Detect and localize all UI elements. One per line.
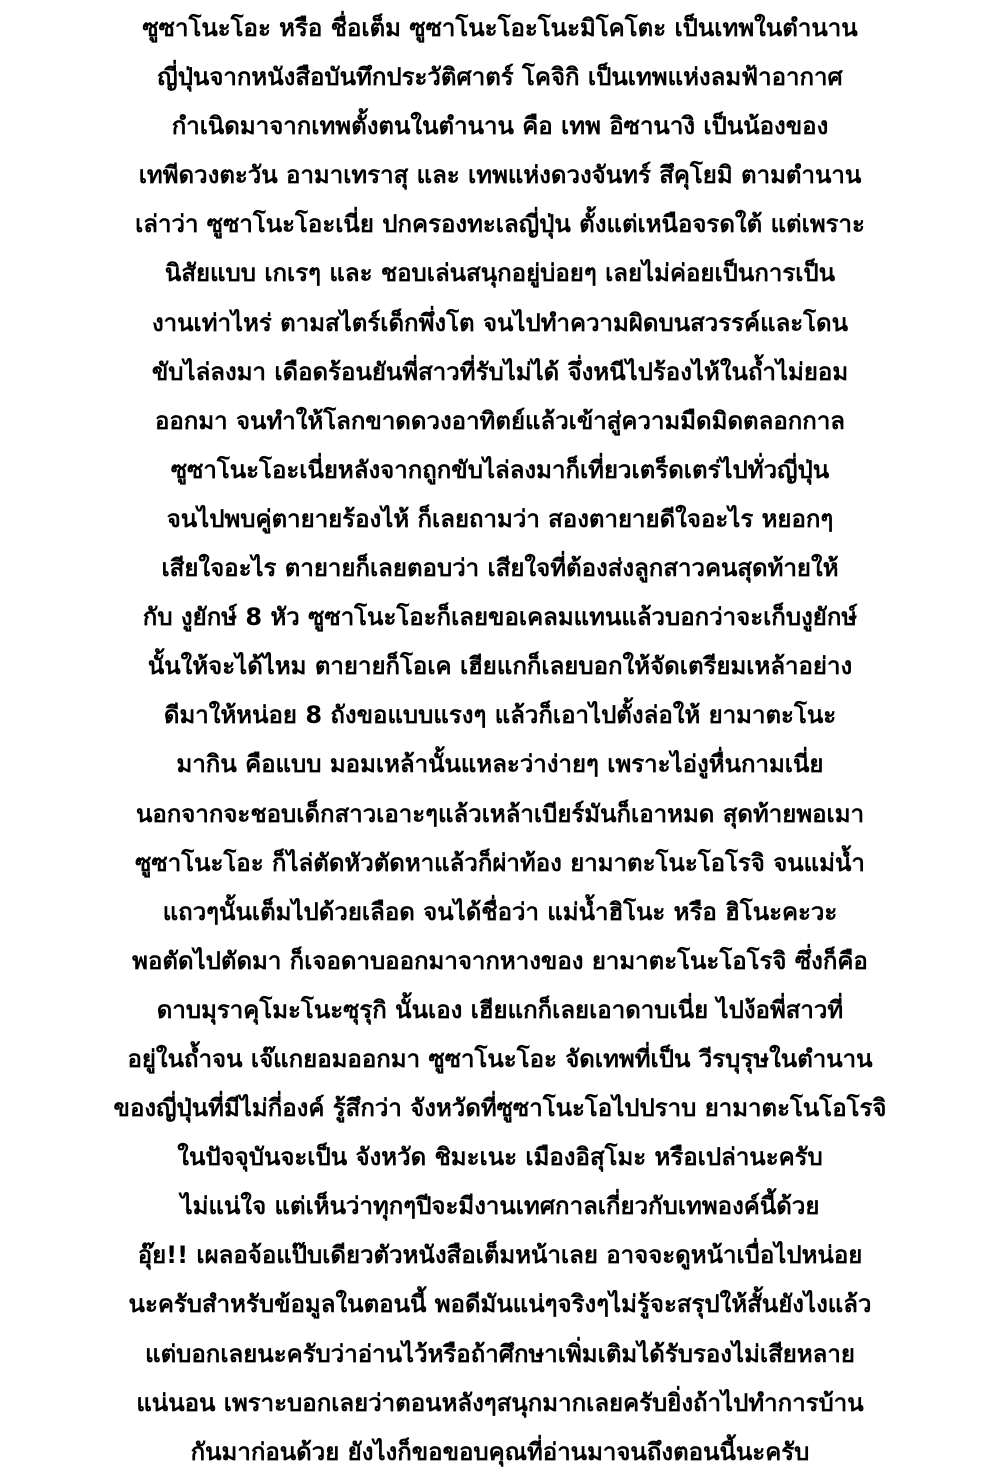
text-line: ซูซาโนะโอะ ก็ไล่ตัดหัวตัดหาแล้วก็ผ่าท้อง ยามาตะโนะโอโรจิ จนแม่น้ำ: [135, 848, 865, 877]
text-line: ของญี่ปุ่นที่มีไม่กี่องค์ รู้สึกว่า จังหวัดที่ซูซาโนะโอไปปราบ ยามาตะโนโอโรจิ: [113, 1094, 887, 1123]
text-line: กับ งูยักษ์ 8 หัว ซูซาโนะโอะก็เลยขอเคลมแทนแล้วบอกว่าจะเก็บงูยักษ์: [142, 603, 858, 632]
text-line: กำเนิดมาจากเทพตั้งตนในตำนาน คือ เทพ อิซานางิ เป็นน้องของ: [171, 112, 829, 141]
text-line: อยู่ในถ้ำจน เจ๊แกยอมออกมา ซูซาโนะโอะ จัดเทพที่เป็น วีรบุรุษในตำนาน: [127, 1044, 873, 1073]
text-line: พอตัดไปตัดมา ก็เจอดาบออกมาจากหางของ ยามาตะโนะโอโรจิ ซึ่งก็คือ: [132, 946, 868, 975]
text-line: ญี่ปุ่นจากหนังสือบันทึกประวัติศาตร์ โคจิกิ เป็นเทพแห่งลมฟ้าอากาศ: [157, 63, 843, 92]
text-line: ไม่แน่ใจ แต่เห็นว่าทุกๆปีจะมีงานเทศกาลเกี่ยวกับเทพองค์นี้ด้วย: [180, 1192, 820, 1221]
text-line: แถวๆนั้นเต็มไปด้วยเลือด จนได้ชื่อว่า แม่น้ำฮิโนะ หรือ ฮิโนะคะวะ: [162, 897, 838, 926]
text-line: จนไปพบคู่ตายายร้องไห้ ก็เลยถามว่า สองตายายดีใจอะไร หยอกๆ: [166, 504, 834, 533]
text-line: นะครับสำหรับข้อมูลในตอนนี้ พอดีมันแน่ๆจริงๆไม่รู้จะสรุปให้สั้นยังไงแล้ว: [128, 1290, 872, 1319]
text-line: ขับไล่ลงมา เดือดร้อนยันพี่สาวที่รับไม่ได้ จึ่งหนีไปร้องไห้ในถ้ำไม่ยอม: [151, 357, 849, 386]
text-line: นั้นให้จะได้ไหม ตายายก็โอเค เฮียแกก็เลยบอกให้จัดเตรียมเหล้าอย่าง: [147, 652, 853, 681]
text-line: งานเท่าไหร่ ตามสไตร์เด็กพึ่งโต จนไปทำความผิดบนสวรรค์และโดน: [151, 308, 849, 337]
text-line: กันมาก่อนด้วย ยังไงก็ขอขอบคุณที่อ่านมาจนถึงตอนนี้นะครับ: [190, 1437, 810, 1466]
text-line: ดีมาให้หน่อย 8 ถังขอแบบแรงๆ แล้วก็เอาไปตั้งล่อให้ ยามาตะโนะ: [163, 701, 837, 730]
text-line: แน่นอน เพราะบอกเลยว่าตอนหลังๆสนุกมากเลยครับยิ่งถ้าไปทำการบ้าน: [136, 1388, 864, 1417]
text-line: เล่าว่า ซูซาโนะโอะเนี่ย ปกครองทะเลญี่ปุ่น ตั้งแต่เหนือจรดใต้ แต่เพราะ: [135, 210, 865, 239]
text-line: นิสัยแบบ เกเรๆ และ ชอบเล่นสนุกอยู่บ่อยๆ เลยไม่ค่อยเป็นการเป็น: [164, 259, 836, 288]
text-line: เสียใจอะไร ตายายก็เลยตอบว่า เสียใจที่ต้องส่งลูกสาวคนสุดท้ายให้: [161, 554, 839, 583]
text-line: นอกจากจะชอบเด็กสาวเอาะๆแล้วเหล้าเบียร์มันก็เอาหมด สุดท้ายพอเมา: [135, 799, 865, 828]
text-line: ออกมา จนทำให้โลกขาดดวงอาทิตย์แล้วเข้าสู่ความมืดมิดตลอกกาล: [154, 406, 846, 435]
text-line: ซูซาโนะโอะเนี่ยหลังจากถูกขับไล่ลงมาก็เที่ยวเตร็ดเตร่ไปทั่วญี่ปุ่น: [170, 455, 830, 484]
text-line: ดาบมุราคุโมะโนะซุรุกิ นั้นเอง เฮียแกก็เลยเอาดาบเนี่ย ไปง้อพี่สาวที่: [156, 995, 844, 1024]
text-line: มากิน คือแบบ มอมเหล้านั้นแหละว่าง่ายๆ เพราะไอ่งูหื่นกามเนี่ย: [176, 750, 824, 779]
body-text: [0, 4, 1000, 1477]
text-line: ในปัจจุบันจะเป็น จังหวัด ชิมะเนะ เมืองอิสุโมะ หรือเปล่านะครับ: [177, 1143, 823, 1172]
text-line: ซูซาโนะโอะ หรือ ชื่อเต็ม ซูซาโนะโอะโนะมิโคโตะ เป็นเทพในตำนาน: [142, 14, 858, 42]
text-line: อุ๊ย!! เผลอจ้อแป๊บเดียวตัวหนังสือเต็มหน้าเลย อาจจะดูหน้าเบื่อไปหน่อย: [137, 1241, 863, 1270]
text-line: เทพีดวงตะวัน อามาเทราสุ และ เทพแห่งดวงจันทร์ สึคุโยมิ ตามตำนาน: [138, 161, 862, 190]
text-line: แต่บอกเลยนะครับว่าอ่านไว้หรือถ้าศึกษาเพิ่มเติมได้รับรองไม่เสียหลาย: [145, 1339, 855, 1368]
